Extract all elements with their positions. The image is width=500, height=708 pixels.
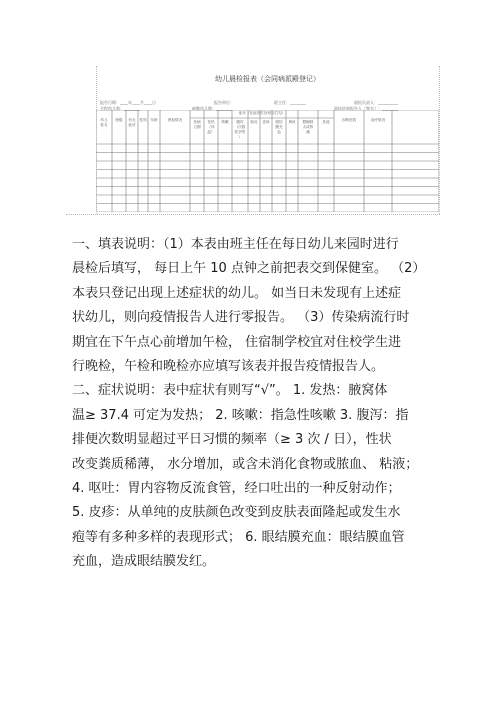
column-header-h13: 眼结 膜充 血 [275,120,283,134]
form-meta-unit: 报告单位： [214,100,234,105]
instruction-line: 充血，造成眼结膜发红。 [72,554,216,570]
column-header-h11: 呕吐 [250,120,258,124]
form-bottom-edge [66,214,440,215]
column-header-h10: 腹泻 （次数 性状等 ） [234,120,246,139]
instruction-line: 排便次数明显超过平日习惯的频率（≥ 3 次 / 日），性状 [72,432,392,448]
column-header-h12: 皮疹 [262,120,270,124]
instruction-line: 温≥ 37.4 可定为发热； 2. 咳嗽：指急性咳嗽 3. 腹泻：指 [72,407,409,423]
column-header-h8: 发热 （体 温） [207,120,215,134]
instruction-line: 疱等有多种多样的表现形式； 6. 眼结膜充血：眼结膜血管 [72,529,405,545]
column-header-h14: 黄疸 [288,120,296,124]
instruction-line: 晨检后填写， 每日上午 10 点钟之前把表交到保健室。 （2） [72,261,426,277]
column-header-h17: 诊断医院 [341,118,357,122]
morning-check-form-image [96,66,439,214]
column-header-h1: 幼儿 姓名 [100,118,108,127]
instruction-line: 本表只登记出现上述症状的幼儿。 如当日未发现有上述症 [72,285,402,301]
column-header-h16: 其他 [322,120,330,124]
form-meta-reporter: 晨检结果报告人（签名）：________ [334,106,398,111]
column-header-h7: 发病 日期 [193,120,201,129]
instruction-line: 一、填表说明：（1）本表由班主任在每日幼儿来园时进行 [72,237,399,252]
column-header-h3: 有无 症状 [128,118,136,127]
column-header-h9: 咳嗽 [221,120,229,124]
instruction-line: 改变粪质稀薄， 水分增加，或含未消化食物或脓血、 粘液； [72,456,419,472]
instruction-line: 期宜在下午点心前增加午检， 住宿制学校宜对住校学生进 [72,334,402,350]
form-edge-right [439,66,440,214]
form-meta-total: 全程幼儿数：________ [100,106,140,111]
column-header-h4: 性别 [139,118,147,122]
instruction-line: 4. 呕吐：胃内容物反流食管，经口吐出的一种反射动作； [72,481,401,496]
form-title: 幼儿晨检报表（会同病派殿登记） [215,75,320,83]
form-table [96,110,439,212]
form-meta-absent: 缺勤幼儿数：________ [192,106,232,111]
column-header-h5: 年龄 [150,118,158,122]
column-header-h2: 班级 [115,118,123,122]
form-edge-left [96,66,97,214]
column-header-h18: 治疗情况 [370,118,386,122]
form-meta-teacher: 班主任：________ [274,100,306,105]
form-meta-checker: 晨检负责人：__________ [354,100,398,105]
symptom-group-header: 症状（在症状栏处划勾打勾） [238,111,286,115]
column-header-h6: 晨检情况 [167,118,183,122]
instruction-line: 行晚检，午检和晚检亦应填写该表并报告疫情报告人。 [72,359,385,374]
instruction-line: 状幼儿，则向疫情报告人进行零报告。 （3）传染病流行时 [72,310,410,326]
instruction-line: 5. 皮疹：从单纯的皮肤颜色改变到皮肤表面隆起或发生水 [72,505,401,521]
column-header-h15: 腮腺肿 大或疼 痛 [302,120,314,134]
form-meta-date: 报告日期：____年____月____日 [100,100,156,105]
instruction-line: 二、症状说明：表中症状有则写“√”。 1. 发热：腋窝体 [72,383,388,399]
